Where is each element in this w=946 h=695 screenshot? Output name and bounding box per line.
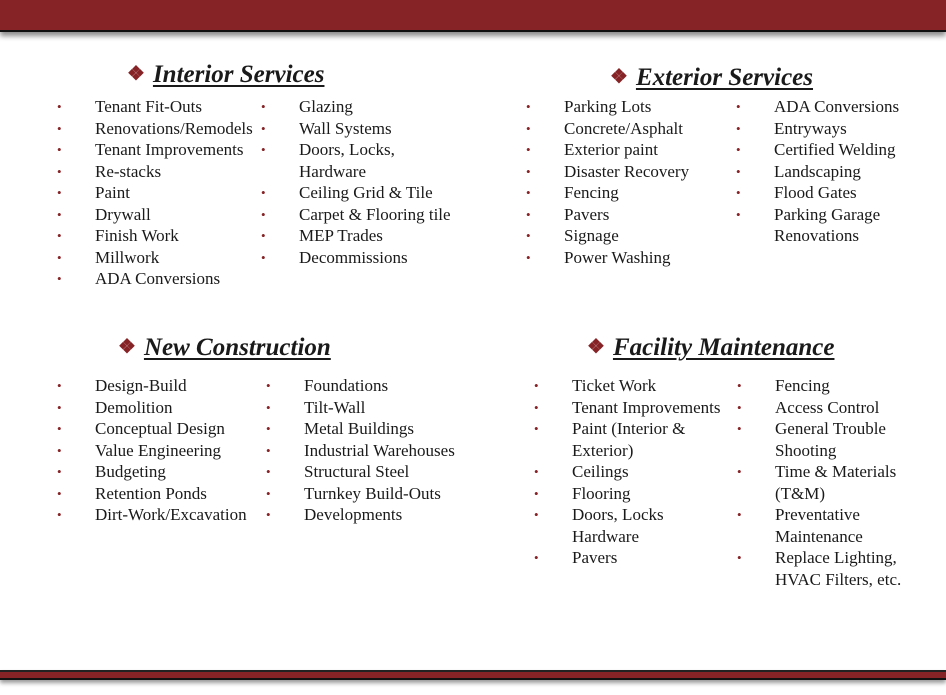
list-item [266,375,455,397]
bullet-icon: • [57,271,62,286]
bullet-icon: • [526,163,531,179]
list-item [737,547,902,590]
list-item [57,268,253,290]
list-item-text: Power Washing [564,247,671,267]
list-item [57,375,247,397]
bullet-icon: • [526,142,531,157]
bullet-icon: • [266,399,271,415]
bullet-icon: • [57,378,62,393]
bullet-icon: • [526,185,531,200]
list-item [526,161,690,183]
list-item [266,461,455,483]
bullet-icon: • [534,550,539,565]
list-item [57,161,253,183]
list-item [57,182,253,204]
top-banner [0,0,946,32]
list-item-text: Wall Systems [299,118,392,138]
list-item-text: Flooring [572,483,631,503]
list-item-text: Tenant Improvements [572,397,721,417]
list-item-text: Pavers [564,204,610,224]
list-item-text: Industrial Warehouses [304,440,455,460]
list-item [57,418,247,440]
list-item [534,397,721,419]
list-item [736,204,899,247]
bullet-icon: • [737,421,742,436]
bullet-icon: • [57,120,62,136]
list-new-construction-col2 [266,375,455,526]
list-item [526,96,689,118]
list-item [57,204,253,226]
list-item [261,247,451,269]
list-item [57,139,253,161]
heading-interior-services: ❖ Interior Services [127,61,325,88]
list-item-text: Replace Lighting, HVAC Filters, etc. [775,548,902,589]
bullet-icon: • [261,185,266,200]
list-item-text: Demolition [95,397,173,417]
list-item [57,96,253,118]
bullet-icon: • [57,249,62,265]
bullet-icon: • [266,464,271,479]
list-item [57,247,253,269]
bullet-icon: • [57,399,62,415]
list-item-text: Doors, Locks Hardware [572,505,664,546]
bullet-icon: • [57,464,62,479]
list-item-text: Structural Steel [304,462,410,481]
list-item-text: Renovations/Remodels [95,118,253,138]
list-interior-col2 [261,96,451,268]
list-item-text: Tilt-Wall [304,397,366,417]
bullet-icon: • [736,120,741,136]
bullet-icon: • [57,228,62,243]
bullet-icon: • [736,185,741,200]
heading-new-construction: ❖ New Construction [118,334,331,361]
bullet-icon: • [534,485,539,501]
bullet-icon: • [526,249,531,265]
list-item-text: Flood Gates [774,183,857,202]
list-item [736,139,899,161]
list-item [526,118,689,140]
bullet-icon: • [57,163,62,179]
list-item [736,96,900,118]
list-item [261,225,451,247]
list-item-text: Preventative Maintenance [775,505,863,546]
bullet-icon: • [266,421,271,436]
list-item-text: Tenant Improvements [95,140,244,159]
bullet-icon: • [534,464,539,479]
bullet-icon: • [57,206,62,222]
list-item-text: Design-Build [95,376,187,395]
bullet-icon: • [261,120,266,136]
list-item-text: MEP Trades [299,226,383,245]
bullet-icon: • [57,442,62,458]
list-item-text: Fencing [775,376,830,395]
list-item-text: Carpet & Flooring tile [299,204,451,224]
bullet-icon: • [266,507,271,522]
bullet-icon: • [526,206,531,222]
bullet-icon: • [526,99,531,114]
list-item [526,204,689,226]
list-item [736,118,899,140]
diamond-bullet-icon: ❖ [118,336,136,358]
list-item-text: Metal Buildings [304,419,415,438]
list-item-text: Doors, Locks, Hardware [299,140,395,181]
list-item-text: Paint (Interior & Exterior) [572,419,686,460]
list-item [737,397,901,419]
list-item [57,397,247,419]
list-item-text: Tenant Fit-Outs [95,97,202,116]
bullet-icon: • [526,120,531,136]
list-item [534,418,720,461]
list-facility-col2 [737,375,902,590]
list-item [737,461,901,504]
list-item [526,247,689,269]
list-item [57,483,247,505]
list-item-text: Finish Work [95,226,179,245]
bullet-icon: • [737,464,742,479]
list-item-text: Developments [304,505,403,524]
list-item [57,225,253,247]
list-item-text: Foundations [304,376,389,395]
bullet-icon: • [57,185,62,200]
list-item [261,182,451,204]
bullet-icon: • [534,378,539,393]
list-item-text: General Trouble Shooting [775,419,886,460]
list-item [534,483,720,505]
list-new-construction-col1 [57,375,247,526]
bullet-icon: • [261,249,266,265]
list-item [526,225,689,247]
list-item [526,139,689,161]
list-item-text: Ceiling Grid & Tile [299,183,433,202]
bullet-icon: • [737,399,742,415]
list-interior-col1 [57,96,253,290]
diamond-bullet-icon: ❖ [587,336,605,358]
bullet-icon: • [737,378,742,393]
list-item [266,418,455,440]
bullet-icon: • [526,228,531,243]
list-item [57,118,253,140]
list-item [534,375,720,397]
bullet-icon: • [737,550,742,565]
list-item-text: Ceilings [572,462,629,481]
list-item-text: Value Engineering [95,440,222,460]
bullet-icon: • [261,142,266,157]
list-item [261,118,451,140]
list-item [266,397,455,419]
list-item [57,461,247,483]
list-item-text: ADA Conversions [95,269,221,288]
list-item [737,504,901,547]
list-item-text: Drywall [95,204,151,224]
bullet-icon: • [57,99,62,114]
bullet-icon: • [261,206,266,222]
bullet-icon: • [266,485,271,501]
bullet-icon: • [57,142,62,157]
list-item-text: Turnkey Build-Outs [304,483,441,503]
list-item-text: Millwork [95,247,160,267]
list-item-text: Access Control [775,397,880,417]
list-item [266,504,455,526]
bullet-icon: • [736,163,741,179]
list-item [261,204,451,226]
list-item [736,161,899,183]
bullet-icon: • [57,507,62,522]
list-item-text: Re-stacks [95,161,162,181]
diamond-bullet-icon: ❖ [610,66,628,88]
bottom-banner [0,670,946,680]
bullet-icon: • [57,421,62,436]
list-item-text: Budgeting [95,462,166,481]
list-exterior-col1 [526,96,690,268]
list-item-text: Dirt-Work/Excavation [95,505,247,524]
list-item-text: Signage [564,226,619,245]
list-item [737,375,901,397]
bullet-icon: • [266,442,271,458]
list-item [736,182,899,204]
list-item-text: ADA Conversions [774,97,900,116]
list-item [737,418,901,461]
list-facility-col1 [534,375,721,569]
bullet-icon: • [736,206,741,222]
list-item [261,139,451,182]
list-item [57,440,247,462]
list-item [57,504,247,526]
list-item-text: Time & Materials (T&M) [775,462,897,503]
bullet-icon: • [261,228,266,243]
bullet-icon: • [534,421,539,436]
list-item-text: Parking Lots [564,97,652,116]
list-item-text: Concrete/Asphalt [564,118,683,138]
bullet-icon: • [737,507,742,522]
list-item [534,461,720,483]
bullet-icon: • [534,507,539,522]
list-item-text: Fencing [564,183,619,202]
bullet-icon: • [261,99,266,114]
list-item-text: Conceptual Design [95,419,225,438]
heading-exterior-services: ❖ Exterior Services [610,64,814,91]
list-item-text: Decommissions [299,247,408,267]
list-item [534,504,720,547]
list-item [266,440,455,462]
bullet-icon: • [266,378,271,393]
list-item [526,182,689,204]
list-item-text: Pavers [572,548,618,567]
bullet-icon: • [736,142,741,157]
heading-facility-maintenance: ❖ Facility Maintenance [587,334,835,361]
bullet-icon: • [534,399,539,415]
list-item-text: Exterior paint [564,140,658,159]
list-exterior-col2 [736,96,900,247]
list-item-text: Ticket Work [572,376,657,395]
list-item-text: Retention Ponds [95,483,207,503]
list-item-text: Certified Welding [774,140,896,159]
list-item-text: Entryways [774,118,847,138]
diamond-bullet-icon: ❖ [127,63,145,85]
bullet-icon: • [57,485,62,501]
list-item-text: Glazing [299,97,353,116]
list-item-text: Landscaping [774,161,861,181]
list-item [266,483,455,505]
list-item-text: Parking Garage Renovations [774,204,881,245]
list-item-text: Paint [95,183,130,202]
bullet-icon: • [736,99,741,114]
list-item [534,547,720,569]
list-item-text: Disaster Recovery [564,161,690,181]
list-item [261,96,451,118]
